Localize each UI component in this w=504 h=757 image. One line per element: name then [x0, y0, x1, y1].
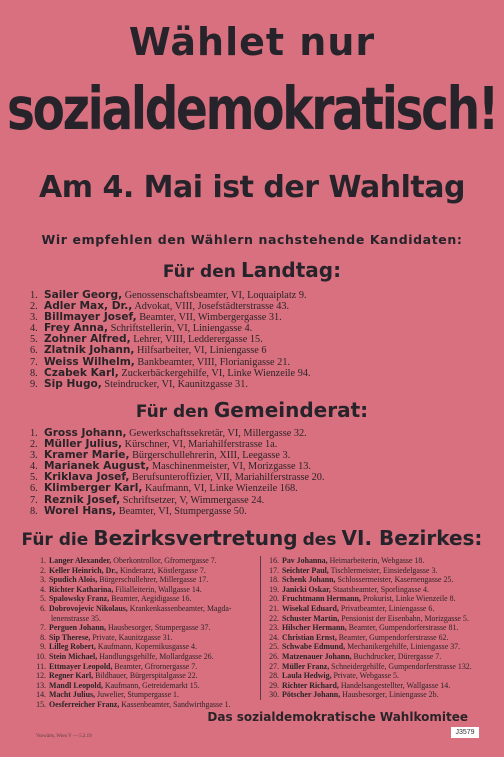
candidate-name: Fruchtmann Hermann,: [282, 594, 361, 604]
candidate-details: Genossenschaftsbeamter, VI, Loquaiplatz 9.: [124, 290, 307, 301]
candidate-name: Reznik Josef,: [44, 493, 121, 506]
candidate-number: 8.: [30, 505, 38, 517]
candidate-details: Juwelier, Stumpergasse 1.: [97, 690, 179, 700]
candidate-details: Beamter, Gumpendorferstrasse 62.: [338, 632, 449, 642]
candidate-number: 7.: [40, 623, 46, 633]
candidate-number: 6.: [40, 603, 46, 613]
candidate-number: 7.: [30, 494, 38, 506]
candidate-row: [32, 642, 254, 652]
candidate-row: [30, 506, 324, 517]
candidate-row: [32, 566, 254, 576]
candidate-number: 3.: [30, 450, 38, 462]
gemeinderat-heading-main: Gemeinderat:: [213, 398, 369, 422]
candidate-number: 19.: [269, 584, 279, 594]
candidate-row: [32, 614, 254, 624]
candidate-details: Hausbesorger, Liniengasse 2b.: [342, 690, 439, 700]
candidate-name: Billmayer Josef,: [44, 311, 137, 324]
candidate-number: 6.: [30, 345, 38, 357]
candidate-number: 2.: [30, 301, 38, 313]
candidate-details: Private, Kaunitzgasse 31.: [92, 632, 173, 642]
candidate-name: Worel Hans,: [44, 504, 117, 517]
candidate-row: [32, 681, 254, 691]
headline-sozialdemokratisch: sozialdemokratisch!: [6, 75, 498, 144]
candidate-details: Kaufmann, Getreidemarkt 15.: [104, 680, 200, 690]
candidate-details: Krankenkassenbeamter, Magda-: [129, 603, 232, 613]
candidate-name: Richter Richard,: [282, 680, 339, 690]
gemeinderat-heading-pre: Für den: [135, 402, 209, 422]
headline-wahltag: Am 4. Mai ist der Wahltag: [39, 170, 465, 205]
candidate-number: 2.: [30, 439, 38, 451]
candidate-row: [265, 556, 477, 566]
candidate-name: Schenk Johann,: [282, 575, 336, 585]
candidate-row: [265, 662, 477, 672]
candidate-name: Gross Johann,: [44, 427, 127, 439]
candidate-number: 4.: [40, 584, 46, 594]
candidate-details: Bildhauer, Bürgerspitalgasse 22.: [95, 671, 198, 681]
candidate-name: Kriklava Josef,: [44, 471, 130, 484]
candidate-row: [32, 633, 254, 643]
candidate-details: Filialleiterin, Wallgasse 14.: [115, 584, 202, 594]
candidate-name: Zlatnik Johann,: [44, 344, 135, 357]
candidate-details: Bürgerschullehrerin, XIII, Leegasse 3.: [132, 450, 291, 462]
candidate-details: Prokurist, Linke Wienzeile 8.: [362, 594, 456, 604]
bezirk-right-column: [260, 556, 477, 700]
candidate-name: Sip Therese,: [49, 632, 91, 642]
candidate-details: Bürgerschullehrer, Millergasse 17.: [99, 575, 209, 585]
candidate-number: 12.: [36, 671, 46, 681]
candidate-details: Beamter, Aegidigasse 16.: [111, 594, 192, 604]
candidate-row: [32, 662, 254, 672]
candidate-name: Lilleg Robert,: [49, 642, 96, 652]
bezirk-heading: [0, 526, 504, 550]
bezirk-heading-end: VI. Bezirkes:: [341, 526, 483, 550]
candidate-name: Czabek Karl,: [44, 366, 119, 379]
candidate-details: Maschinenmeister, VI, Morizgasse 13.: [152, 461, 311, 473]
candidate-name: Pötscher Johann,: [282, 690, 341, 700]
printer-imprint: Vorwärts, Wien V — 5.2.19: [36, 734, 92, 739]
landtag-heading: [0, 258, 504, 282]
candidate-details: Kassenbeamter, Sandwirthgasse 1.: [121, 699, 231, 709]
gemeinderat-heading: [0, 398, 504, 422]
candidate-name: Marianek August,: [44, 460, 150, 473]
candidate-name: Ettmayer Leopold,: [49, 661, 113, 671]
candidate-row: [265, 671, 477, 681]
candidate-details: Hilfsarbeiter, VI, Liniengasse 6: [137, 345, 267, 357]
candidate-details: Mechanikergehilfe, Liniengasse 37.: [347, 642, 461, 652]
candidate-row: [32, 604, 254, 614]
candidate-name: Weiss Wilhelm,: [44, 355, 135, 368]
candidate-row: [265, 681, 477, 691]
bezirk-heading-main: Bezirksvertretung: [93, 526, 298, 550]
candidate-number: 8.: [30, 367, 38, 379]
candidate-details: Beamter, Gfrornergasse 7.: [114, 661, 198, 671]
candidate-number: 3.: [40, 575, 46, 585]
candidate-number: 22.: [269, 613, 279, 623]
candidate-number: 16.: [269, 556, 279, 565]
candidate-details: Oberkontrollor, Gfrornergasse 7.: [113, 556, 217, 565]
candidate-details: Schlossermeister, Kasernengasse 25.: [337, 575, 454, 585]
candidate-number: 20.: [269, 594, 279, 604]
candidate-details: Beamter, VI, Stumpergasse 50.: [118, 505, 247, 517]
candidate-details: Privatbeamter, Liniengasse 6.: [340, 603, 435, 613]
candidate-number: 26.: [269, 651, 279, 661]
candidate-details: Private, Webgasse 5.: [333, 671, 399, 681]
candidate-details: Pensionist der Eisenbahn, Morizgasse 5.: [341, 613, 469, 623]
candidate-number: 5.: [40, 594, 46, 604]
candidate-number: 1.: [30, 428, 38, 439]
candidate-row: [32, 585, 254, 595]
candidate-number: 6.: [30, 483, 38, 495]
candidate-name: Dobrovojevic Nikolaus,: [49, 603, 128, 613]
candidate-details: Handelsangestellter, Wallgasse 14.: [340, 680, 451, 690]
candidate-row: [32, 671, 254, 681]
landtag-list: [30, 290, 311, 390]
footer-committee: Das sozialdemokratische Wahlkomitee: [207, 710, 468, 724]
candidate-details: Advokat, VIII, Josefstädterstrasse 43.: [134, 301, 290, 313]
candidate-details: Kaufmann, VI, Linke Wienzeile 168.: [145, 483, 298, 495]
candidate-row: [32, 575, 254, 585]
candidate-row: [32, 700, 254, 710]
candidate-details: Heimarbeiterin, Webgasse 18.: [329, 556, 425, 565]
candidate-number: 25.: [269, 642, 279, 652]
candidate-number: 13.: [36, 680, 46, 690]
candidate-name: Macht Julius,: [49, 690, 96, 700]
candidate-name: Zohner Alfred,: [44, 333, 131, 346]
candidate-number: 24.: [269, 632, 279, 642]
candidate-row: [265, 633, 477, 643]
candidate-name: Sailer Georg,: [44, 289, 123, 301]
bezirk-left-column: [32, 556, 254, 710]
candidate-number: 30.: [269, 690, 279, 700]
candidate-name: Schwabe Edmund,: [282, 642, 346, 652]
candidate-number: 15.: [36, 699, 46, 709]
candidate-number: 17.: [269, 565, 279, 575]
candidate-number: 29.: [269, 680, 279, 690]
candidate-number: 28.: [269, 671, 279, 681]
candidate-details: Hausbesorger, Stumpergasse 37.: [107, 623, 211, 633]
bezirk-heading-mid: des: [302, 530, 337, 550]
candidate-name: Keller Heinrich, Dr.,: [49, 565, 119, 575]
candidate-name: Sip Hugo,: [44, 377, 102, 390]
candidate-details: Schriftstellerin, VI, Liniengasse 4.: [110, 323, 253, 335]
candidate-name: Perguen Johann,: [49, 623, 106, 633]
candidate-name: Janicki Oskar,: [282, 584, 331, 594]
candidate-number: 11.: [36, 661, 46, 671]
candidate-name: Richter Katharina,: [49, 584, 114, 594]
candidate-number: 8.: [40, 632, 46, 642]
candidate-number: 2.: [40, 565, 46, 575]
candidate-name: Mandl Leopold,: [49, 680, 103, 690]
candidate-number: 7.: [30, 356, 38, 368]
candidate-row: [265, 575, 477, 585]
candidate-number: 3.: [30, 312, 38, 324]
candidate-name: Matzenauer Johann,: [282, 651, 352, 661]
gemeinderat-list: [30, 428, 324, 517]
candidate-details: Bankbeamter, VIII, Florianigasse 21.: [137, 356, 291, 368]
candidate-row: [265, 614, 477, 624]
candidate-details: Schriftsetzer, V, Wimmergasse 24.: [122, 494, 265, 506]
candidate-details: Gewerkschaftssekretär, VI, Millergasse 32.: [129, 428, 307, 439]
candidate-name: Laula Hedwig,: [282, 671, 332, 681]
candidate-number: 5.: [30, 472, 38, 484]
candidate-details: lenenstrasse 35.: [50, 613, 101, 623]
intro-line: Wir empfehlen den Wählern nachstehende Kandidaten:: [41, 232, 463, 247]
candidate-row: [265, 642, 477, 652]
candidate-row: [32, 556, 254, 566]
candidate-number: 4.: [30, 461, 38, 473]
candidate-details: Kürschner, VI, Mariahilferstrasse 1a.: [124, 439, 278, 451]
landtag-heading-main: Landtag:: [240, 258, 342, 282]
candidate-name: Wisekal Eduard,: [282, 603, 339, 613]
archive-stamp: J3579: [451, 727, 479, 738]
candidate-details: Tischlermeister, Einsiedelgasse 3.: [330, 565, 438, 575]
bezirk-heading-pre: Für die: [21, 530, 89, 550]
candidate-name: Christian Ernst,: [282, 632, 337, 642]
candidate-name: Hilscher Hermann,: [282, 623, 347, 633]
candidate-row: [265, 594, 477, 604]
candidate-number: 27.: [269, 661, 279, 671]
candidate-number: 5.: [30, 334, 38, 346]
candidate-name: Regner Karl,: [49, 671, 94, 681]
candidate-number: 1.: [40, 556, 46, 565]
candidate-number: 4.: [30, 323, 38, 335]
candidate-number: 10.: [36, 651, 46, 661]
candidate-row: [32, 652, 254, 662]
candidate-name: Seichter Paul,: [282, 565, 329, 575]
candidate-details: Kinderarzt, Köstlergasse 7.: [120, 565, 206, 575]
candidate-row: [265, 652, 477, 662]
candidate-name: Müller Franz,: [282, 661, 330, 671]
candidate-details: Beamter, VII, Wimbergergasse 31.: [139, 312, 282, 324]
candidate-number: 14.: [36, 690, 46, 700]
candidate-name: Adler Max, Dr.,: [44, 300, 133, 313]
headline-waehlet-nur: Wählet nur: [128, 20, 376, 64]
candidate-number: 9.: [30, 378, 38, 390]
candidate-number: 23.: [269, 623, 279, 633]
candidate-name: Langer Alexander,: [49, 556, 112, 565]
candidate-name: Oesferreicher Franz,: [49, 699, 120, 709]
candidate-details: Schneidergehilfe, Gumpendorferstrasse 132.: [331, 661, 472, 671]
candidate-details: Staatsbeamter, Sporlingasse 4.: [332, 584, 429, 594]
candidate-row: [32, 594, 254, 604]
candidate-number: 21.: [269, 603, 279, 613]
candidate-name: Klimberger Karl,: [44, 482, 143, 495]
candidate-row: [32, 690, 254, 700]
candidate-number: 1.: [30, 290, 38, 301]
candidate-number: 9.: [40, 642, 46, 652]
candidate-details: Handlungsgehilfe, Mollardgasse 26.: [99, 651, 214, 661]
landtag-heading-pre: Für den: [162, 262, 236, 282]
candidate-details: Beamter, Gumpendorferstrasse 81.: [348, 623, 459, 633]
candidate-row: [265, 623, 477, 633]
candidate-details: Berufsunteroffizier, VII, Mariahilferstrasse 20.: [131, 472, 325, 484]
candidate-row: [265, 566, 477, 576]
candidate-details: Buchdrucker, Dürergasse 7.: [353, 651, 442, 661]
candidate-details: Steindrucker, VI, Kaunitzgasse 31.: [104, 378, 248, 390]
candidate-row: [265, 604, 477, 614]
candidate-name: Müller Julius,: [44, 438, 123, 451]
candidate-name: Pav Johanna,: [282, 556, 328, 565]
candidate-name: Spalowsky Franz,: [49, 594, 110, 604]
candidate-name: Kramer Marie,: [44, 449, 130, 462]
candidate-number: 18.: [269, 575, 279, 585]
candidate-name: Schuster Martin,: [282, 613, 340, 623]
candidate-details: Zuckerbäckergehilfe, VI, Linke Wienzeile 94.: [121, 367, 311, 379]
candidate-row: [265, 690, 477, 700]
candidate-row: [32, 623, 254, 633]
candidate-row: [30, 379, 311, 390]
candidate-name: Spudich Alois,: [49, 575, 98, 585]
candidate-name: Stein Michael,: [49, 651, 98, 661]
candidate-details: Lehrer, VIII, Ledderergasse 15.: [133, 334, 263, 346]
candidate-row: [265, 585, 477, 595]
candidate-details: Kaufmann, Kopernikusgasse 4.: [97, 642, 197, 652]
candidate-name: Frey Anna,: [44, 322, 109, 335]
